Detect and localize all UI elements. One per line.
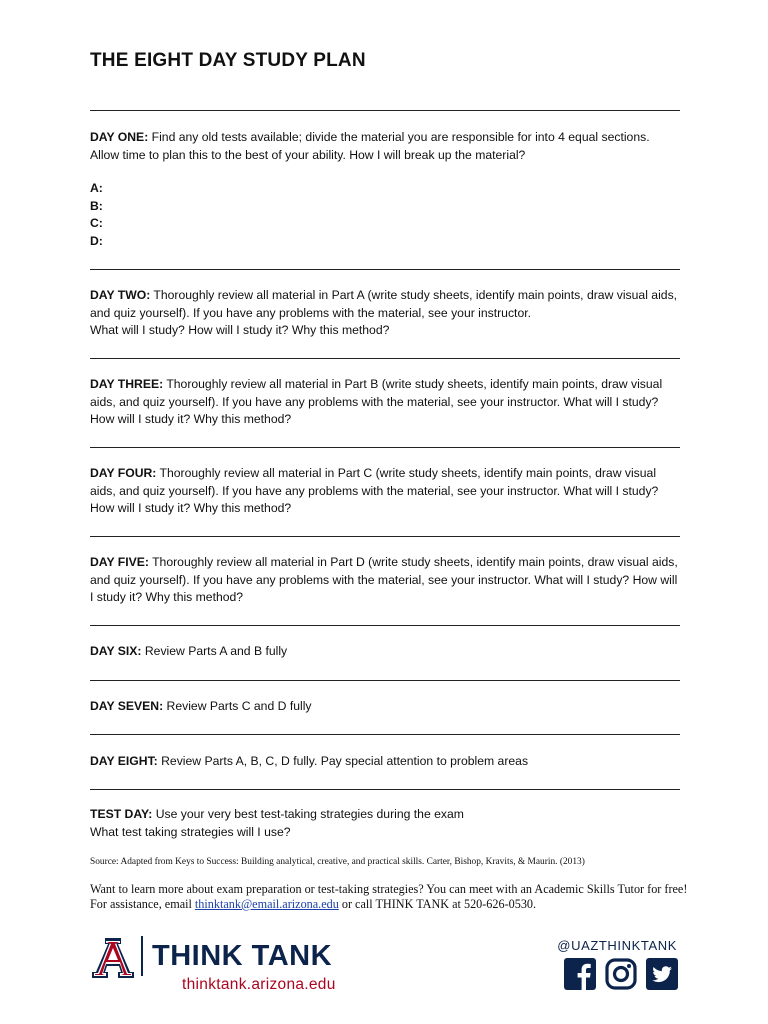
source-citation: Source: Adapted from Keys to Success: Building analytical, creative, and practical skills. Carter, Bishop, Kravits, & Maurin. (2013): [90, 857, 585, 867]
part-b-label: B:: [90, 198, 103, 213]
day-two-label: DAY TWO:: [90, 288, 151, 302]
day-one-text: Find any old tests available; divide the material you are responsible for into 4 equal sections. Allow time to plan this to the best of your ability. How I will break up the material?: [90, 130, 650, 162]
parts-list: [90, 180, 680, 250]
test-day-section: [90, 806, 680, 841]
day-six-section: [90, 643, 680, 661]
day-six-text: Review Parts A and B fully: [141, 644, 288, 658]
think-tank-logo[interactable]: [90, 934, 360, 996]
day-four-label: DAY FOUR:: [90, 466, 157, 480]
day-eight-label: DAY EIGHT:: [90, 754, 158, 768]
logo-name: THINK TANK: [152, 940, 333, 972]
day-one-label: DAY ONE:: [90, 130, 149, 144]
day-five-section: [90, 554, 680, 607]
social-icons: [564, 958, 678, 990]
test-day-text: Use your very best test-taking strategies during the exam: [152, 807, 464, 821]
divider: [90, 110, 680, 111]
divider: [90, 680, 680, 681]
twitter-icon[interactable]: [646, 958, 678, 990]
day-two-questions: What will I study? How will I study it? Why this method?: [90, 323, 390, 337]
day-eight-section: [90, 753, 680, 771]
more-info-text: Want to learn more about exam preparation or test-taking strategies? You can meet with an Academic Skills Tutor for free! For assistance, email: [90, 882, 688, 911]
social-handle[interactable]: @UAZTHINKTANK: [557, 938, 677, 953]
day-four-text: Thoroughly review all material in Part C (write study sheets, identify main points, draw visual aids, and quiz yourself). If you have any problems with the material, see your instructor. What will I study? How will I study it? Why this method?: [90, 466, 659, 515]
day-five-text: Thoroughly review all material in Part D (write study sheets, identify main points, draw visual aids, and quiz yourself). If you have any problems with the material, see your instructor. What will I study? How will I study it? Why this method?: [90, 555, 678, 604]
divider: [90, 536, 680, 537]
divider: [90, 358, 680, 359]
part-c-label: C:: [90, 216, 103, 230]
day-seven-label: DAY SEVEN:: [90, 699, 164, 713]
day-seven-text: Review Parts C and D fully: [163, 699, 312, 713]
logo-divider: [141, 936, 143, 976]
test-day-label: TEST DAY:: [90, 807, 153, 821]
day-six-label: DAY SIX:: [90, 644, 142, 658]
divider: [90, 447, 680, 448]
divider: [90, 734, 680, 735]
more-info-paragraph: [90, 882, 690, 912]
day-seven-section: [90, 698, 680, 716]
part-a-label: A:: [90, 181, 103, 195]
day-two-section: [90, 287, 680, 340]
facebook-icon[interactable]: [564, 958, 596, 990]
logo-url[interactable]: thinktank.arizona.edu: [182, 976, 336, 993]
instagram-icon[interactable]: [605, 958, 637, 990]
day-two-text: Thoroughly review all material in Part A (write study sheets, identify main points, draw visual aids, and quiz yourself). If you have any problems with the material, see your instructor.: [90, 288, 678, 320]
part-d-label: D:: [90, 233, 103, 248]
more-info-contact: or call THINK TANK at 520-626-0530.: [338, 897, 537, 911]
day-eight-text: Review Parts A, B, C, D fully. Pay special attention to problem areas: [157, 754, 529, 768]
divider: [90, 269, 680, 270]
day-five-label: DAY FIVE:: [90, 555, 149, 569]
day-three-section: [90, 376, 680, 429]
email-link[interactable]: thinktank@email.arizona.edu: [194, 897, 339, 911]
day-three-label: DAY THREE:: [90, 377, 164, 391]
day-one-section: [90, 129, 680, 250]
divider: [90, 789, 680, 790]
day-four-section: [90, 465, 680, 518]
page-title: THE EIGHT DAY STUDY PLAN: [90, 50, 366, 71]
divider: [90, 625, 680, 626]
university-a-logo-icon: [90, 936, 136, 980]
day-three-text: Thoroughly review all material in Part B (write study sheets, identify main points, draw visual aids, and quiz yourself). If you have any problems with the material, see your instructor. What will I study? How will I study it? Why this method?: [90, 377, 663, 426]
test-day-question: What test taking strategies will I use?: [90, 824, 291, 839]
